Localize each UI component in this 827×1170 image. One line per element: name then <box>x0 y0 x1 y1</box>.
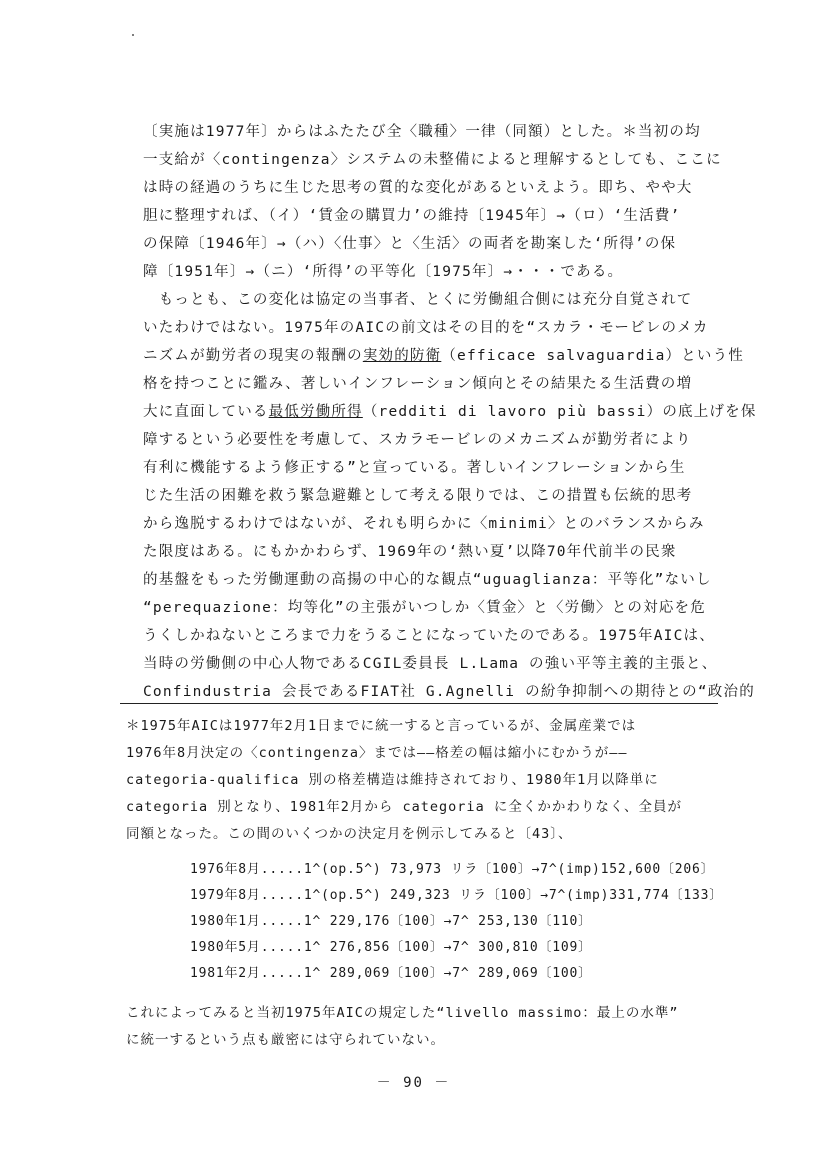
body-line <box>143 402 757 422</box>
closing-line: に統一するという点も厳密には守られていない。 <box>126 1032 445 1048</box>
body-line: た限度はある。にもかかわらず、1969年の‘熱い夏’以降70年代前半の民衆 <box>143 544 677 560</box>
scan-speck <box>132 34 134 36</box>
body-line: 当時の労働側の中心人物であるCGIL委員長 L.Lama の強い平等主義的主張と、 <box>143 656 718 672</box>
body-line: 有利に機能するよう修正する”と宣っている。著しいインフレーションから生 <box>143 460 686 476</box>
footnote-line: categoria 別となり、1981年2月から categoria に全くかかわりなく、全員が <box>126 799 683 815</box>
body-line: 〔実施は1977年〕からはふたたび全〈職種〉一律（同額）とした。＊当初の均 <box>143 124 701 140</box>
footnote-divider <box>120 703 718 704</box>
body-line: “perequazione：均等化”の主張がいつしか〈賃金〉と〈労働〉との対応を危 <box>143 600 706 616</box>
body-line: 格を持つことに鑑み、著しいインフレーション傾向とその結果たる生活費の増 <box>143 376 693 392</box>
body-text: （efficace salvaguardia）という性 <box>441 348 745 364</box>
body-text: 大に直面している <box>143 404 269 420</box>
list-item: 1981年2月.....1^ 289,069〔100〕→7^ 289,069〔100〕 <box>190 966 592 981</box>
body-line: もっとも、この変化は協定の当事者、とくに労働組合側には充分自覚されて <box>143 292 693 308</box>
body-line: から逸脱するわけではないが、それも明らかに〈minimi〉とのバランスからみ <box>143 516 705 532</box>
body-line: 的基盤をもった労働運動の高揚の中心的な観点“uguaglianza：平等化”ないし <box>143 572 712 588</box>
page-number: － 90 － <box>376 1075 451 1091</box>
list-item: 1980年1月.....1^ 229,176〔100〕→7^ 253,130〔110〕 <box>190 914 592 929</box>
body-text: ニズムが勤労者の現実の報酬の <box>143 348 363 364</box>
body-line: 胆に整理すれば、（イ）‘賃金の購買力’の維持〔1945年〕→（ロ）‘生活費’ <box>143 208 681 224</box>
footnote-line: categoria-qualifica 別の格差構造は維持されており、1980年1月以降単に <box>126 772 659 788</box>
underlined-term: 最低労働所得 <box>268 404 363 420</box>
footnote-line: ＊1975年AICは1977年2月1日までに統一すると言っているが、金属産業では <box>126 718 637 734</box>
underlined-term: 実効的防衛 <box>362 348 442 364</box>
body-line: の保障〔1946年〕→（ハ）〈仕事〉と〈生活〉の両者を勘案した‘所得’の保 <box>143 236 677 252</box>
list-item: 1979年8月.....1^(op.5^) 249,323 リラ〔100〕→7^(imp)331,774〔133〕 <box>190 888 724 903</box>
body-text: （redditi di lavoro più bassi）の底上げを保 <box>362 404 757 420</box>
body-line: うくしかねないところまで力をうることになっていたのである。1975年AICは、 <box>143 628 715 644</box>
list-item: 1980年5月.....1^ 276,856〔100〕→7^ 300,810〔109〕 <box>190 940 592 955</box>
body-line: じた生活の困難を救う緊急避難として考える限りでは、この措置も伝統的思考 <box>143 488 693 504</box>
body-line: 一支給が〈contingenza〉システムの未整備によると理解するとしても、ここに <box>143 152 722 168</box>
footnote-line: 1976年8月決定の〈contingenza〉までは――格差の幅は縮小にむかうが―― <box>126 745 628 761</box>
body-line: 障〔1951年〕→（ニ）‘所得’の平等化〔1975年〕→・・・である。 <box>143 264 624 280</box>
body-line <box>143 346 744 366</box>
body-line: Confindustria 会長であるFIAT社 G.Agnelli の紛争抑制への期待との“政治的 <box>143 684 755 700</box>
body-line: 障するという必要性を考慮して、スカラモービレのメカニズムが勤労者により <box>143 432 692 448</box>
body-line: は時の経過のうちに生じた思考の質的な変化があるといえよう。即ち、やや大 <box>143 180 693 196</box>
body-line: いたわけではない。1975年のAICの前文はその目的を“スカラ・モービレのメカ <box>143 320 709 336</box>
closing-line: これによってみると当初1975年AICの規定した“livello massimo：最上の水準” <box>126 1005 679 1021</box>
footnote-line: 同額となった。この間のいくつかの決定月を例示してみると〔43〕、 <box>126 826 573 842</box>
list-item: 1976年8月.....1^(op.5^) 73,973 リラ〔100〕→7^(imp)152,600〔206〕 <box>190 862 715 877</box>
